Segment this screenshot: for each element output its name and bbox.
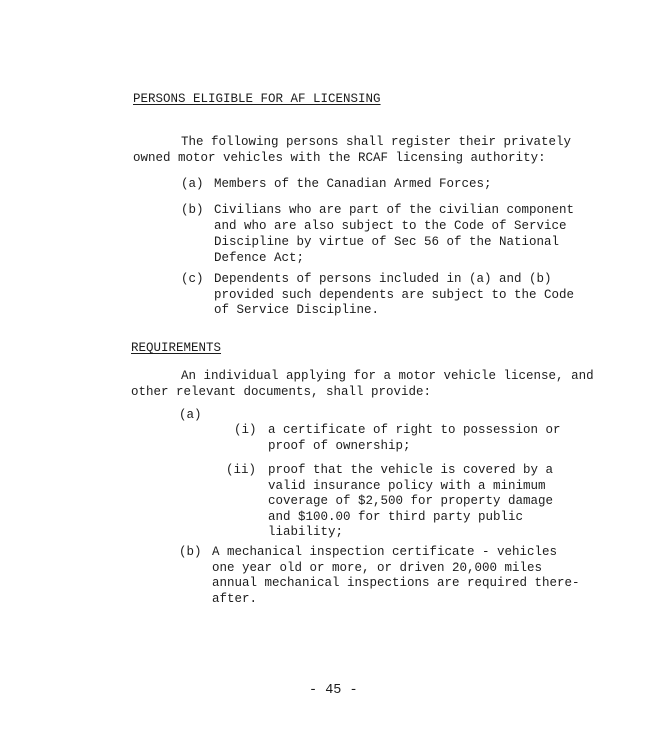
section-heading-eligible: PERSONS ELIGIBLE FOR AF LICENSING: [133, 92, 381, 106]
item-text-line: A mechanical inspection certificate - vehicles: [212, 545, 558, 559]
item-text-line: provided such dependents are subject to the Code: [214, 288, 575, 302]
subitem-marker: (ii): [226, 463, 257, 477]
item-text-line: and who are also subject to the Code of Service: [214, 219, 567, 233]
item-text-line: after.: [212, 592, 258, 606]
item-marker: (a): [181, 177, 204, 191]
item-marker: (c): [181, 272, 204, 286]
section1-intro-line-2: owned motor vehicles with the RCAF licensing authority:: [133, 151, 546, 165]
subitem-text-line: valid insurance policy with a minimum: [268, 479, 546, 493]
item-marker: (a): [179, 408, 202, 422]
subitem-text-line: a certificate of right to possession or: [268, 423, 561, 437]
subitem-text-line: liability;: [268, 525, 344, 539]
item-text-line: Defence Act;: [214, 251, 305, 265]
item-text-line: Civilians who are part of the civilian component: [214, 203, 575, 217]
section2-intro-line-2: other relevant documents, shall provide:: [131, 385, 432, 399]
subitem-text-line: coverage of $2,500 for property damage: [268, 494, 554, 508]
item-text-line: one year old or more, or driven 20,000 miles: [212, 561, 543, 575]
subitem-marker: (i): [234, 423, 257, 437]
section1-intro-line-1: The following persons shall register their privately: [181, 135, 572, 149]
subitem-text-line: proof that the vehicle is covered by a: [268, 463, 554, 477]
section-heading-requirements: REQUIREMENTS: [131, 341, 222, 355]
item-text-line: Discipline by virtue of Sec 56 of the National: [214, 235, 560, 249]
item-marker: (b): [181, 203, 204, 217]
section2-intro-line-1: An individual applying for a motor vehicle license, and: [181, 369, 594, 383]
subitem-text-line: proof of ownership;: [268, 439, 411, 453]
item-text-line: annual mechanical inspections are required there-: [212, 576, 580, 590]
subitem-text-line: and $100.00 for third party public: [268, 510, 524, 524]
item-text-line: Dependents of persons included in (a) and (b): [214, 272, 552, 286]
item-text-line: Members of the Canadian Armed Forces;: [214, 177, 492, 191]
page-number: - 45 -: [309, 683, 358, 698]
item-marker: (b): [179, 545, 202, 559]
item-text-line: of Service Discipline.: [214, 303, 380, 317]
